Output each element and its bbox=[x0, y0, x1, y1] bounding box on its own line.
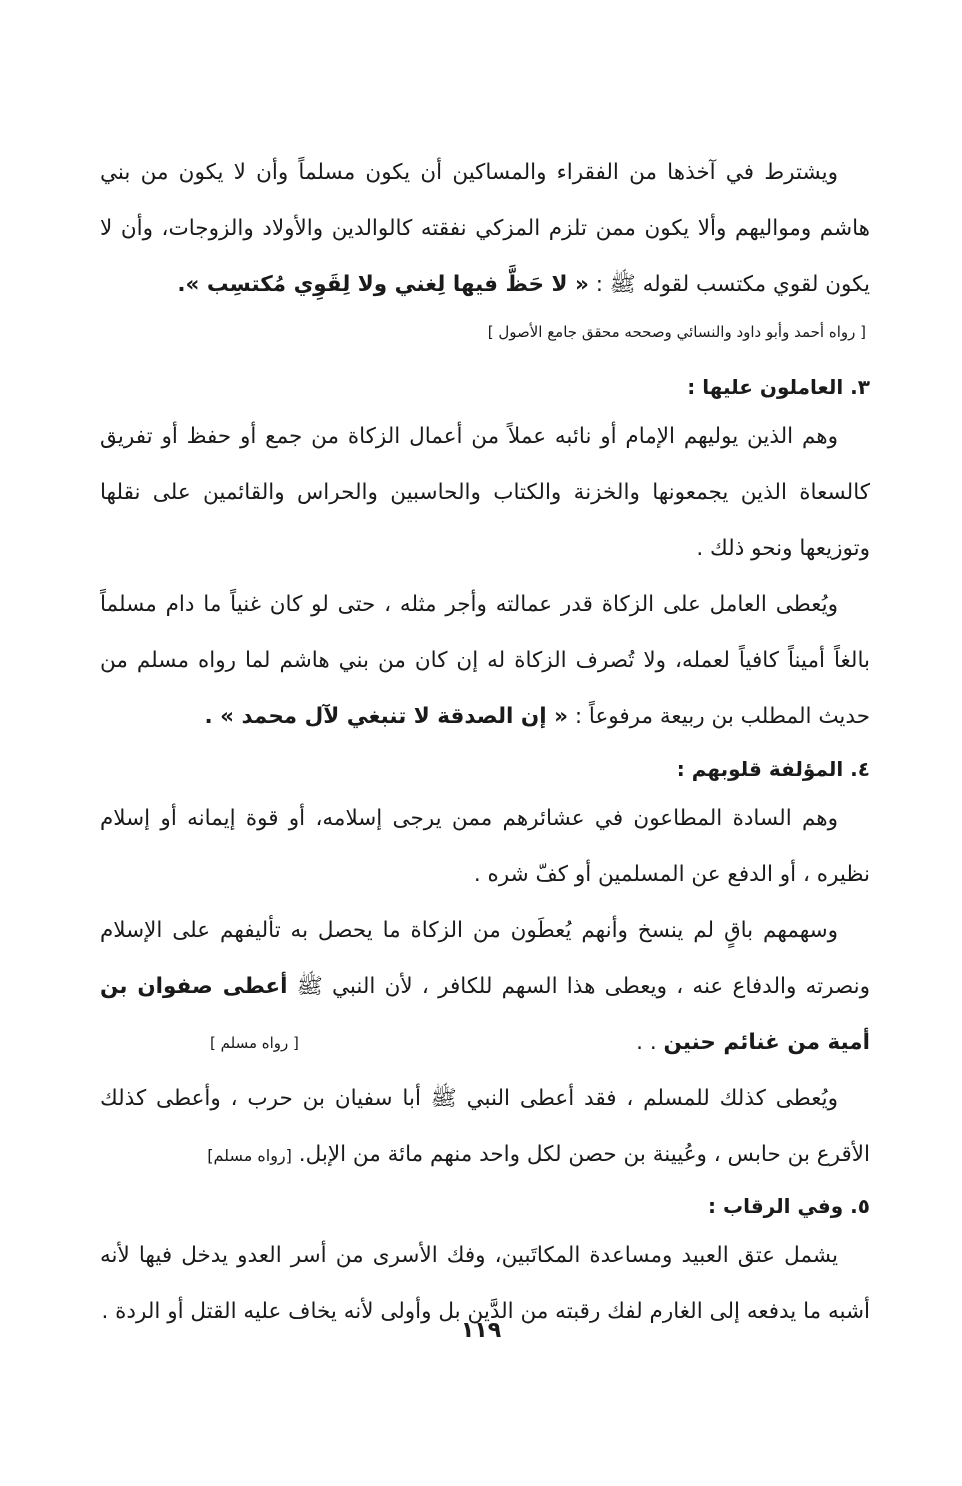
section-heading-workers: ٣. العاملون عليها : bbox=[687, 375, 870, 399]
section-heading-muallafa: ٤. المؤلفة قلوبهم : bbox=[676, 757, 870, 781]
conditions-text: ويشترط في آخذها من الفقراء والمساكين أن يكون مسلماً وأن لا يكون من بني هاشم ومواليهم وألا يكون ممن تلزم المزكي نفقته كالوالدين والأولاد والزوجات، وأن لا يكون لقوي مكتسب لقوله ﷺ : bbox=[100, 160, 870, 297]
page-body bbox=[100, 145, 870, 1485]
hadith-quote: « إن الصدقة لا تنبغي لآل محمد » . bbox=[204, 704, 568, 729]
hadith-reference: [ رواه أحمد وأبو داود والنسائي وصححه محقق جامع الأصول ] bbox=[487, 323, 866, 341]
muallafa-share-text: وسهمهم باقٍ لم ينسخ وأنهم يُعطَون من الزكاة ما يحصل به تأليفهم على الإسلام ونصرته والدفاع عنه ، ويعطى هذا السهم للكافر ، لأن النبي ﷺ bbox=[100, 918, 871, 999]
hadith-quote: « لا حَظَّ فيها لِغني ولا لِقَوِي مُكتسِب ». bbox=[177, 272, 589, 297]
workers-definition-paragraph: وهم الذين يوليهم الإمام أو نائبه عملاً من أعمال الزكاة من جمع أو حفظ أو تفريق كالسعاة الذين يجمعونها والخزنة والكتاب والحاسبين والحراس والقائمين على نقلها وتوزيعها ونحو ذلك . bbox=[100, 424, 870, 561]
hadith-reference: [رواه مسلم] bbox=[207, 1146, 292, 1165]
workers-payment-text: ويُعطى العامل على الزكاة قدر عمالته وأجر مثله ، حتى لو كان غنياً ما دام مسلماً بالغاً أميناً كافياً لعمله، ولا تُصرف الزكاة له إن كان من بني هاشم لما رواه مسلم من حديث المطلب بن ربيعة مرفوعاً : bbox=[100, 592, 870, 729]
hadith-reference: [ رواه مسلم ] bbox=[210, 1034, 299, 1052]
zakat-recipients-conditions-paragraph bbox=[100, 145, 870, 313]
hadith-highlight: أعطى صفوان بن أمية من غنائم حنين bbox=[100, 974, 870, 1055]
muallafa-share-paragraph bbox=[100, 903, 870, 1071]
section-heading-riqab: ٥. وفي الرقاب : bbox=[708, 1194, 870, 1218]
muallafa-muslim-text: ويُعطى كذلك للمسلم ، فقد أعطى النبي ﷺ أبا سفيان بن حرب ، وأعطى كذلك الأقرع بن حابس ، وعُيينة بن حصن لكل واحد منهم مائة من الإبل. bbox=[100, 1086, 870, 1167]
page-number: ١١٩ bbox=[460, 1318, 502, 1343]
riqab-definition-paragraph: يشمل عتق العبيد ومساعدة المكاتَبين، وفك الأسرى من أسر العدو يدخل فيها لأنه أشبه ما يدفعه إلى الغارم لفك رقبته من الدَّين بل وأولى لأنه يخاف عليه القتل أو الردة . bbox=[100, 1243, 870, 1324]
ellipsis-dots: . . bbox=[636, 1030, 664, 1055]
muallafa-muslim-paragraph bbox=[100, 1071, 870, 1184]
workers-payment-paragraph bbox=[100, 577, 870, 745]
muallafa-definition-paragraph: وهم السادة المطاعون في عشائرهم ممن يرجى إسلامه، أو قوة إيمانه أو إسلام نظيره ، أو الدفع عن المسلمين أو كفّ شره . bbox=[100, 806, 870, 887]
